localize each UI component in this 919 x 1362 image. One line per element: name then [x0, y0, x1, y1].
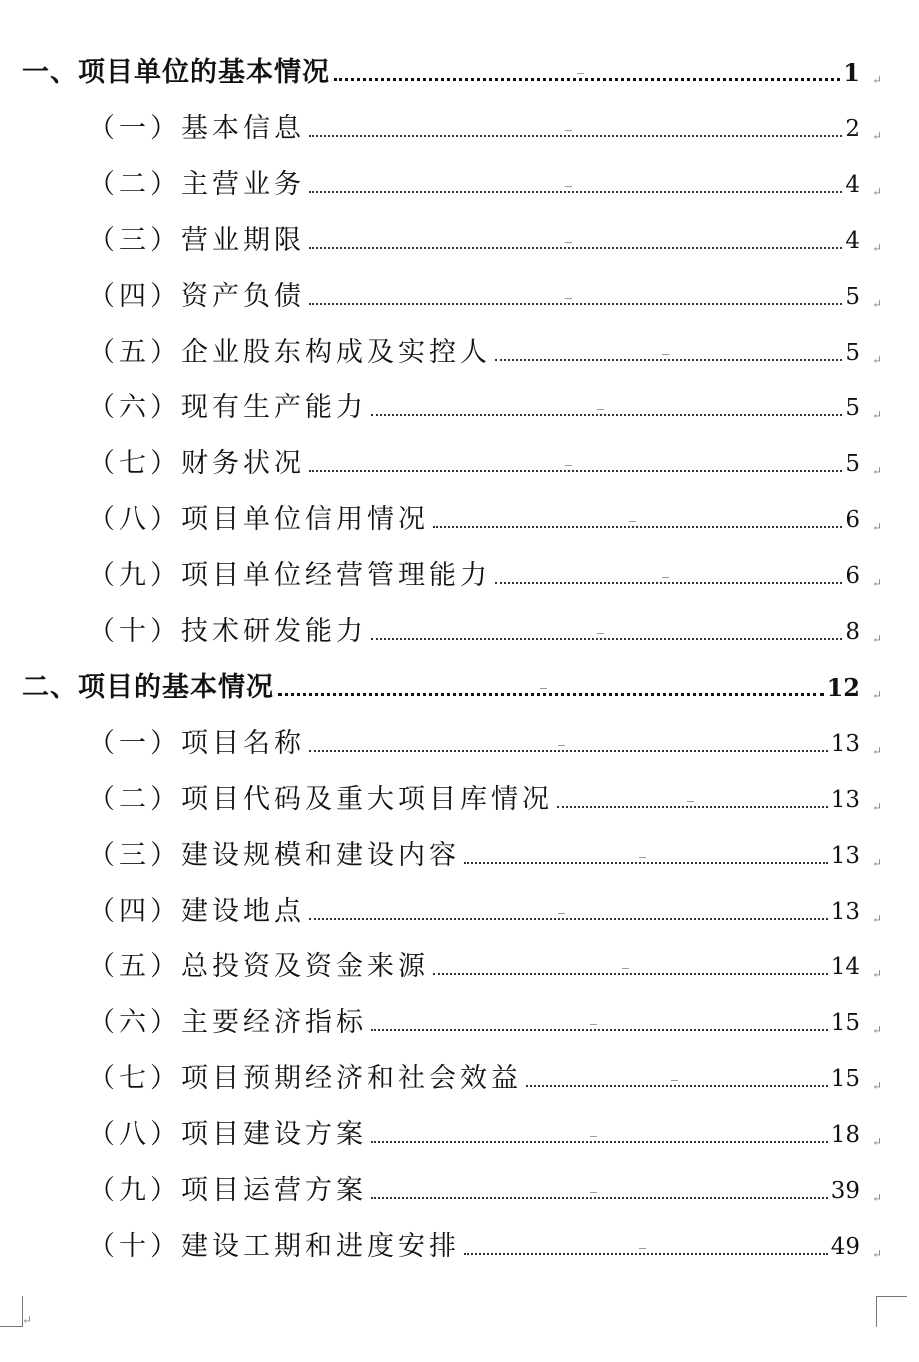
toc-entry[interactable]: [88, 889, 882, 929]
toc-entry-title: （一）项目名称: [88, 728, 305, 759]
toc-entry-title: （五）总投资及资金来源: [88, 951, 429, 982]
paragraph-mark: ↵: [871, 297, 882, 311]
paragraph-mark: ↵: [871, 408, 882, 422]
tab-mark: [590, 1136, 597, 1137]
page-corner-mark-right: [876, 1296, 907, 1327]
toc-entry-title: （六）现有生产能力: [88, 392, 367, 423]
dot-leader: [309, 135, 842, 137]
tab-mark: [558, 745, 565, 746]
toc-entry-title: （十）技术研发能力: [88, 616, 367, 647]
toc-entry-title: （四）资产负债: [88, 281, 305, 312]
dot-leader: [557, 806, 828, 808]
toc-entry-title: （三）建设规模和建设内容: [88, 840, 460, 871]
toc-entry-page-number: 8: [845, 619, 860, 645]
tab-mark: [565, 130, 572, 131]
dot-leader: [309, 303, 842, 305]
toc-entry-page-number: 18: [830, 1122, 860, 1148]
tab-mark: [558, 913, 565, 914]
toc-entry-title: （一）基本信息: [88, 113, 305, 144]
toc-entry-title: （五）企业股东构成及实控人: [88, 337, 491, 368]
dot-leader: [371, 638, 842, 640]
toc-entry-page-number: 5: [845, 451, 860, 477]
dot-leader: [495, 359, 842, 361]
toc-entry-page-number: 6: [845, 507, 860, 533]
tab-mark: [639, 1248, 646, 1249]
toc-entry-page-number: 4: [845, 172, 860, 198]
toc-entry-page-number: 12: [826, 673, 860, 702]
paragraph-mark: ↵: [871, 129, 882, 143]
dot-leader: [371, 414, 842, 416]
dot-leader: [495, 582, 842, 584]
toc-entry[interactable]: [88, 441, 882, 481]
paragraph-mark: ↵: [871, 241, 882, 255]
toc-entry-title: （七）项目预期经济和社会效益: [88, 1063, 522, 1094]
dot-leader: [278, 693, 824, 696]
toc-entry[interactable]: [88, 777, 882, 817]
dot-leader: [309, 470, 842, 472]
tab-mark: [597, 633, 604, 634]
toc-entry-page-number: 6: [845, 563, 860, 589]
paragraph-mark: ↵: [871, 856, 882, 870]
tab-mark: [565, 242, 572, 243]
toc-entry-page-number: 5: [845, 340, 860, 366]
toc-entry-title: （四）建设地点: [88, 896, 305, 927]
dot-leader: [464, 1253, 828, 1255]
toc-entry[interactable]: [88, 385, 882, 425]
toc-entry-page-number: 5: [845, 395, 860, 421]
tab-mark: [565, 186, 572, 187]
toc-entry-page-number: 5: [845, 284, 860, 310]
page-corner-mark-left: [0, 1296, 23, 1327]
paragraph-mark: ↵: [871, 1247, 882, 1261]
toc-entry-page-number: 4: [845, 228, 860, 254]
dot-leader: [309, 918, 828, 920]
toc-entry[interactable]: [88, 218, 882, 258]
toc-entry-page-number: 15: [830, 1010, 860, 1036]
dot-leader: [309, 750, 828, 752]
dot-leader: [371, 1141, 828, 1143]
toc-entry[interactable]: [88, 553, 882, 593]
tab-mark: [597, 409, 604, 410]
toc-entry[interactable]: [88, 721, 882, 761]
tab-mark: [687, 801, 694, 802]
toc-heading-entry[interactable]: [22, 50, 882, 90]
toc-entry[interactable]: [88, 330, 882, 370]
toc-entry-title: 一、项目单位的基本情况: [22, 57, 330, 88]
toc-heading-entry[interactable]: [22, 665, 882, 705]
tab-mark: [540, 688, 547, 689]
toc-entry-page-number: 13: [830, 843, 860, 869]
dot-leader: [334, 78, 840, 81]
toc-entry-title: （十）建设工期和进度安排: [88, 1231, 460, 1262]
dot-leader: [371, 1029, 828, 1031]
toc-entry-page-number: 13: [830, 787, 860, 813]
dot-leader: [371, 1197, 828, 1199]
toc-entry[interactable]: [88, 833, 882, 873]
dot-leader: [464, 862, 828, 864]
paragraph-mark: ↵: [871, 632, 882, 646]
toc-entry-page-number: 2: [845, 116, 860, 142]
toc-entry-title: （二）项目代码及重大项目库情况: [88, 784, 553, 815]
paragraph-mark: ↵: [871, 688, 882, 702]
dot-leader: [309, 191, 842, 193]
tab-mark: [662, 577, 669, 578]
paragraph-mark: ↵: [871, 520, 882, 534]
paragraph-mark: ↵: [871, 576, 882, 590]
toc-entry[interactable]: [88, 1168, 882, 1208]
paragraph-mark: ↵: [871, 800, 882, 814]
toc-entry[interactable]: [88, 609, 882, 649]
toc-entry-page-number: 13: [830, 899, 860, 925]
tab-mark: [622, 968, 629, 969]
tab-mark: [565, 465, 572, 466]
toc-entry-page-number: 49: [830, 1234, 860, 1260]
toc-entry[interactable]: [88, 1224, 882, 1264]
paragraph-mark: ↵: [871, 353, 882, 367]
dot-leader: [526, 1085, 828, 1087]
tab-mark: [577, 73, 584, 74]
toc-entry-page-number: 1: [843, 58, 860, 87]
tab-mark: [565, 298, 572, 299]
tab-mark: [629, 521, 636, 522]
paragraph-mark: ↵: [871, 1023, 882, 1037]
tab-mark: [662, 354, 669, 355]
toc-entry-page-number: 14: [830, 954, 860, 980]
toc-entry-page-number: 13: [830, 731, 860, 757]
dot-leader: [433, 526, 842, 528]
toc-entry-title: （二）主营业务: [88, 169, 305, 200]
tab-mark: [590, 1192, 597, 1193]
toc-entry-title: （八）项目单位信用情况: [88, 504, 429, 535]
toc-entry-page-number: 15: [830, 1066, 860, 1092]
paragraph-mark: ↵: [871, 967, 882, 981]
tab-mark: [639, 857, 646, 858]
paragraph-mark: ↵: [871, 185, 882, 199]
paragraph-mark: ↵: [871, 1191, 882, 1205]
toc-entry[interactable]: [88, 1000, 882, 1040]
toc-entry-title: （九）项目运营方案: [88, 1175, 367, 1206]
toc-entry[interactable]: [88, 944, 882, 984]
paragraph-mark: ↵: [871, 1079, 882, 1093]
toc-entry-page-number: 39: [830, 1178, 860, 1204]
tab-mark: [671, 1080, 678, 1081]
paragraph-mark: ↵: [871, 1135, 882, 1149]
paragraph-mark: ↵: [22, 1313, 33, 1327]
toc-entry[interactable]: [88, 497, 882, 537]
toc-entry[interactable]: [88, 274, 882, 314]
toc-entry-title: 二、项目的基本情况: [22, 672, 274, 703]
paragraph-mark: ↵: [871, 73, 882, 87]
dot-leader: [309, 247, 842, 249]
toc-entry[interactable]: [88, 106, 882, 146]
paragraph-mark: ↵: [871, 744, 882, 758]
toc-entry-title: （九）项目单位经营管理能力: [88, 560, 491, 591]
paragraph-mark: ↵: [871, 912, 882, 926]
toc-entry[interactable]: [88, 1056, 882, 1096]
toc-entry-title: （八）项目建设方案: [88, 1119, 367, 1150]
dot-leader: [433, 973, 828, 975]
toc-entry[interactable]: [88, 162, 882, 202]
toc-entry-title: （三）营业期限: [88, 225, 305, 256]
toc-entry[interactable]: [88, 1112, 882, 1152]
tab-mark: [590, 1024, 597, 1025]
toc-entry-title: （六）主要经济指标: [88, 1007, 367, 1038]
paragraph-mark: ↵: [871, 464, 882, 478]
toc-entry-title: （七）财务状况: [88, 448, 305, 479]
